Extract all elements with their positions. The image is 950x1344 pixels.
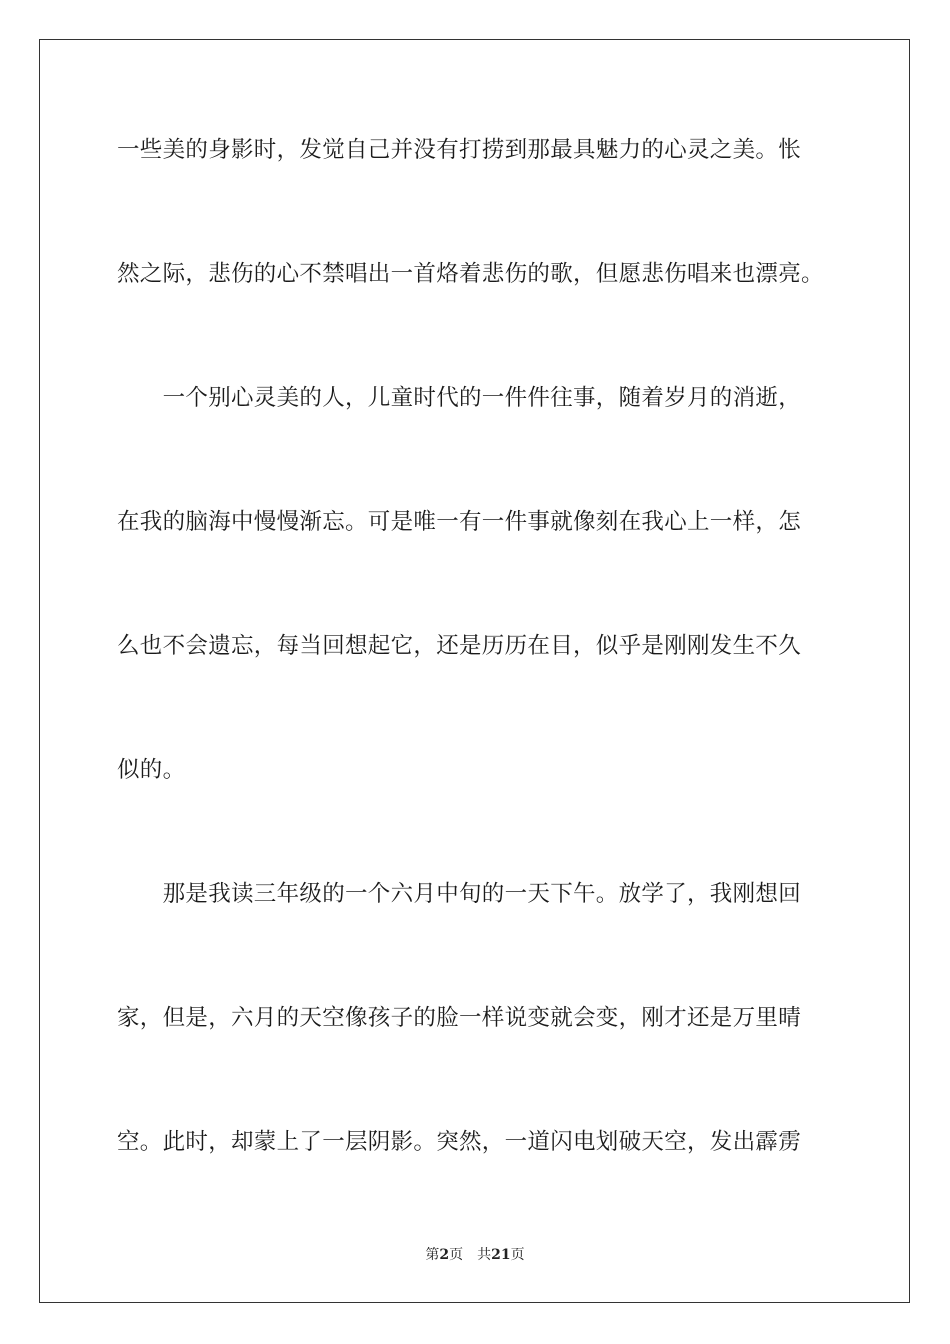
page-border (39, 39, 910, 1303)
page-suffix: 页 (449, 1247, 464, 1263)
page-footer (0, 1245, 950, 1265)
text-line-1: 一些美的身影时，发觉自己并没有打捞到那最具魅力的心灵之美。怅 (117, 137, 802, 163)
page-number: 2 (439, 1247, 450, 1263)
total-pages: 21 (491, 1247, 511, 1263)
total-prefix: 共 (477, 1247, 492, 1263)
page-prefix: 第 (425, 1247, 440, 1263)
text-line-9: 空。此时，却蒙上了一层阴影。突然，一道闪电划破天空，发出霹雳 (117, 1129, 802, 1155)
total-suffix: 页 (510, 1247, 525, 1263)
text-line-2: 然之际，悲伤的心不禁唱出一首烙着悲伤的歌，但愿悲伤唱来也漂亮。 (117, 261, 824, 287)
text-line-4: 在我的脑海中慢慢渐忘。可是唯一有一件事就像刻在我心上一样，怎 (117, 509, 802, 535)
text-line-6: 似的。 (117, 757, 186, 783)
text-line-7: 那是我读三年级的一个六月中旬的一天下午。放学了，我刚想回 (117, 881, 802, 907)
text-line-3: 一个别心灵美的人，儿童时代的一件件往事，随着岁月的消逝， (117, 385, 802, 411)
text-line-8: 家，但是，六月的天空像孩子的脸一样说变就会变，刚才还是万里晴 (117, 1005, 802, 1031)
text-line-5: 么也不会遗忘，每当回想起它，还是历历在目，似乎是刚刚发生不久 (117, 633, 802, 659)
